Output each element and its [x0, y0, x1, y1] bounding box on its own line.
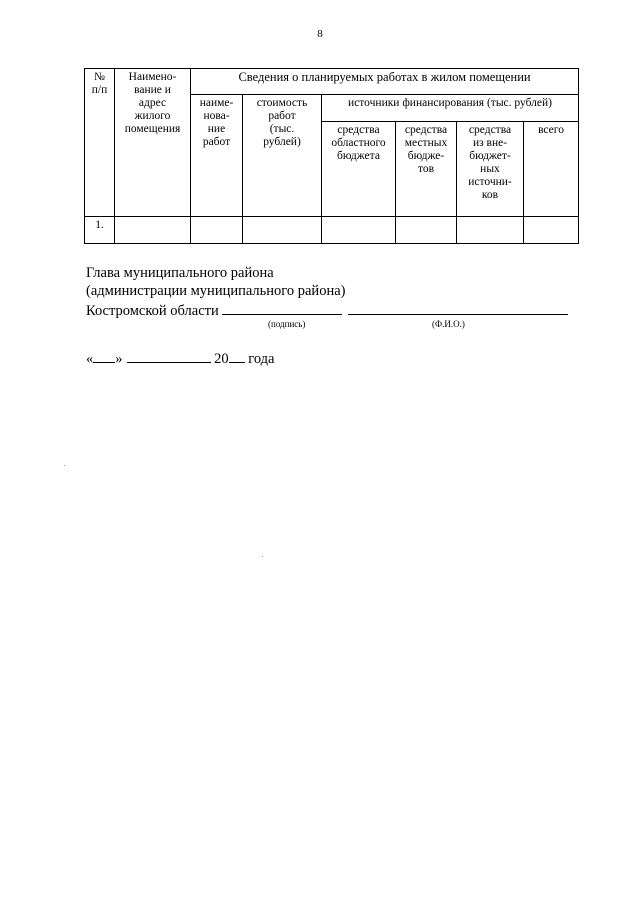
- header-funding-sources: источники финансирования (тыс. рублей): [322, 95, 579, 122]
- cell-regional-budget[interactable]: [322, 217, 396, 244]
- month-blank[interactable]: [127, 348, 211, 363]
- signature-block: [86, 264, 568, 320]
- caption-signature: (подпись): [268, 319, 306, 329]
- scan-speck: [64, 465, 65, 466]
- cell-name-address[interactable]: [115, 217, 191, 244]
- table-row: [85, 217, 579, 244]
- date-open-quote: «: [86, 351, 94, 367]
- scan-speck: [262, 556, 263, 557]
- signature-line-3: [86, 300, 568, 320]
- date-suffix: года: [248, 351, 275, 367]
- day-blank[interactable]: [93, 348, 115, 363]
- date-close-quote: »: [115, 351, 123, 367]
- signature-line-1: Глава муниципального района: [86, 265, 274, 281]
- page-number: 8: [317, 28, 323, 40]
- signature-line-2: (администрации муниципального района): [86, 283, 346, 299]
- header-work-name: наиме- нова- ние работ: [191, 95, 243, 217]
- signature-region: Костромской области: [86, 303, 219, 319]
- cell-extrabudgetary[interactable]: [457, 217, 524, 244]
- caption-fio: (Ф.И.О.): [432, 319, 465, 329]
- fio-blank[interactable]: [348, 300, 568, 315]
- date-line: [86, 348, 274, 368]
- header-regional-budget: средства областного бюджета: [322, 122, 396, 217]
- year-blank[interactable]: [229, 348, 245, 363]
- header-total: всего: [524, 122, 579, 217]
- signature-blank[interactable]: [222, 300, 342, 315]
- cell-work-name[interactable]: [191, 217, 243, 244]
- header-extrabudgetary: средства из вне- бюджет- ных источни- ков: [457, 122, 524, 217]
- works-table: [84, 68, 579, 244]
- row-number: 1.: [85, 217, 115, 244]
- year-prefix: 20: [214, 351, 229, 367]
- header-num: № п/п: [85, 69, 115, 217]
- header-work-cost: стоимость работ (тыс. рублей): [243, 95, 322, 217]
- header-planned-works: Сведения о планируемых работах в жилом помещении: [191, 69, 579, 95]
- cell-local-budget[interactable]: [396, 217, 457, 244]
- header-local-budget: средства местных бюдже- тов: [396, 122, 457, 217]
- header-name-address: Наимено- вание и адрес жилого помещения: [115, 69, 191, 217]
- cell-total[interactable]: [524, 217, 579, 244]
- cell-work-cost[interactable]: [243, 217, 322, 244]
